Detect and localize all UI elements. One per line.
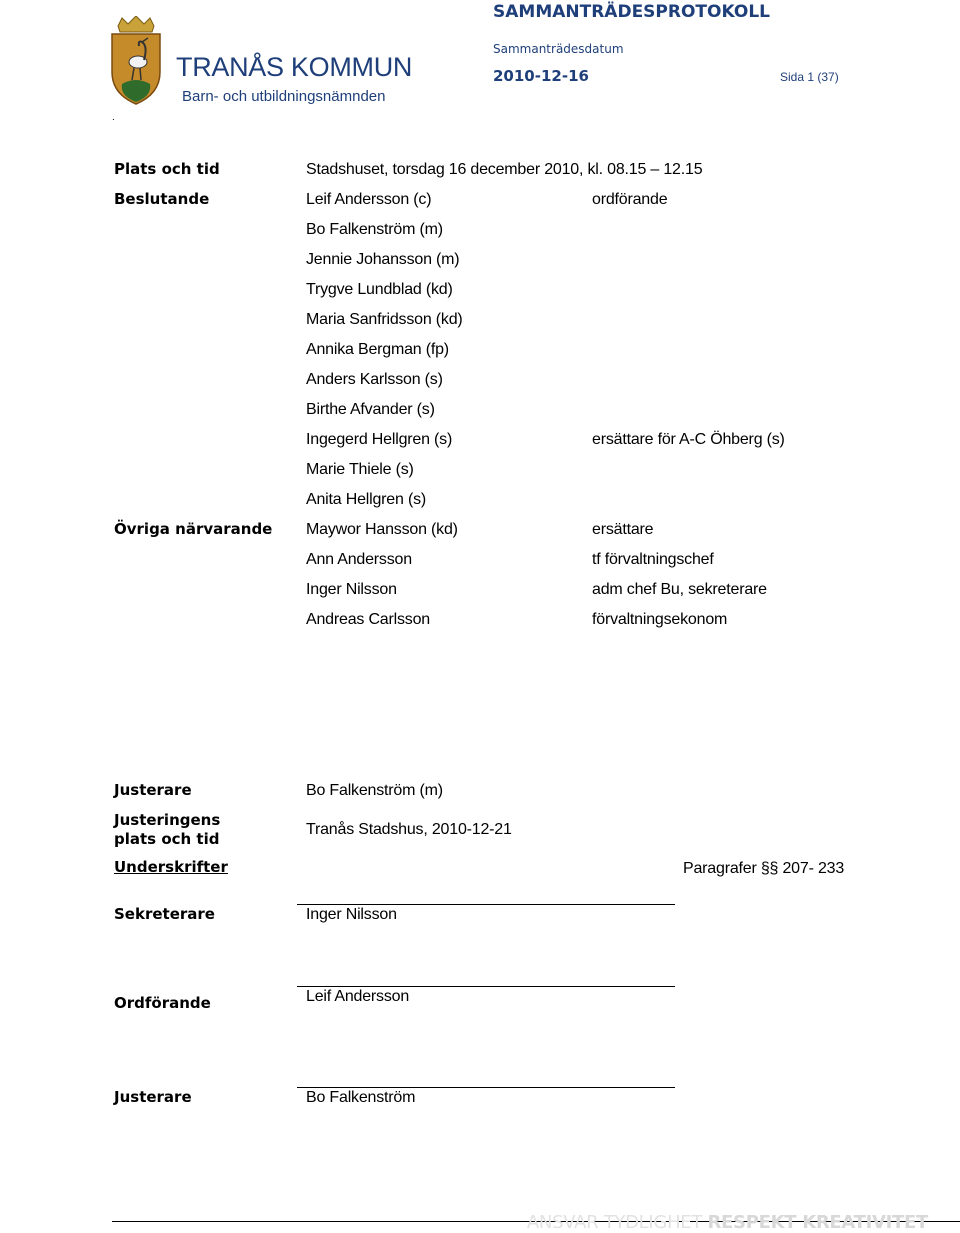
organization-subtitle: Barn- och utbildningsnämnden [182, 88, 386, 105]
list-item: Trygve Lundblad (kd) [306, 281, 453, 298]
secretary-label: Sekreterare [114, 905, 215, 923]
document-title: SAMMANTRÄDESPROTOKOLL [493, 2, 771, 22]
list-item: Leif Andersson (c) [306, 191, 432, 208]
list-item: Birthe Afvander (s) [306, 401, 435, 418]
chair-label: Ordförande [114, 994, 211, 1012]
list-item: Jennie Johansson (m) [306, 251, 460, 268]
footer-values [527, 1212, 928, 1233]
others-present-label: Övriga närvarande [114, 520, 273, 538]
paragraph-range: Paragrafer §§ 207- 233 [683, 860, 845, 877]
municipal-coat-of-arms-icon [108, 16, 164, 106]
place-value: Stadshuset, torsdag 16 december 2010, kl. 08.15 – 12.15 [306, 161, 703, 178]
list-item: Bo Falkenström (m) [306, 221, 443, 238]
organization-name: TRANÅS KOMMUN [176, 52, 413, 82]
adjuster-value: Bo Falkenström (m) [306, 782, 443, 799]
footer-values-bold: RESPEKT KREATIVITET [707, 1212, 928, 1233]
adjuster-label: Justerare [114, 781, 192, 799]
list-item: Annika Bergman (fp) [306, 341, 449, 358]
adjustment-place-label-line1: Justeringens [114, 811, 221, 829]
adjustment-place-value: Tranås Stadshus, 2010-12-21 [306, 821, 512, 838]
meeting-date-label: Sammanträdesdatum [493, 42, 624, 56]
member-role: ersättare [592, 521, 654, 538]
footer-values-light: ANSVAR TYDLIGHET [526, 1212, 708, 1233]
place-label: Plats och tid [114, 160, 220, 178]
member-role: tf förvaltningschef [592, 551, 714, 568]
adjuster-signature-line [297, 1087, 675, 1088]
list-item: Anders Karlsson (s) [306, 371, 443, 388]
chair-name: Leif Andersson [306, 988, 410, 1005]
member-role: adm chef Bu, sekreterare [592, 581, 767, 598]
list-item: Maywor Hansson (kd) [306, 521, 458, 538]
member-role: ordförande [592, 191, 668, 208]
header-marker: . [112, 112, 115, 123]
list-item: Ann Andersson [306, 551, 412, 568]
secretary-signature-line [297, 904, 675, 905]
member-role: förvaltningsekonom [592, 611, 728, 628]
adjuster-signature-name: Bo Falkenström [306, 1089, 416, 1106]
decision-makers-label: Beslutande [114, 190, 210, 208]
list-item: Maria Sanfridsson (kd) [306, 311, 463, 328]
chair-signature-line [297, 986, 675, 987]
secretary-name: Inger Nilsson [306, 906, 397, 923]
list-item: Inger Nilsson [306, 581, 397, 598]
list-item: Andreas Carlsson [306, 611, 430, 628]
adjuster-signature-label: Justerare [114, 1088, 192, 1106]
signatures-label: Underskrifter [114, 858, 228, 876]
page-number: Sida 1 (37) [780, 70, 839, 84]
member-role: ersättare för A-C Öhberg (s) [592, 431, 785, 448]
list-item: Anita Hellgren (s) [306, 491, 427, 508]
list-item: Ingegerd Hellgren (s) [306, 431, 453, 448]
adjustment-place-label-line2: plats och tid [114, 830, 220, 848]
meeting-date-value: 2010-12-16 [493, 67, 589, 85]
list-item: Marie Thiele (s) [306, 461, 414, 478]
